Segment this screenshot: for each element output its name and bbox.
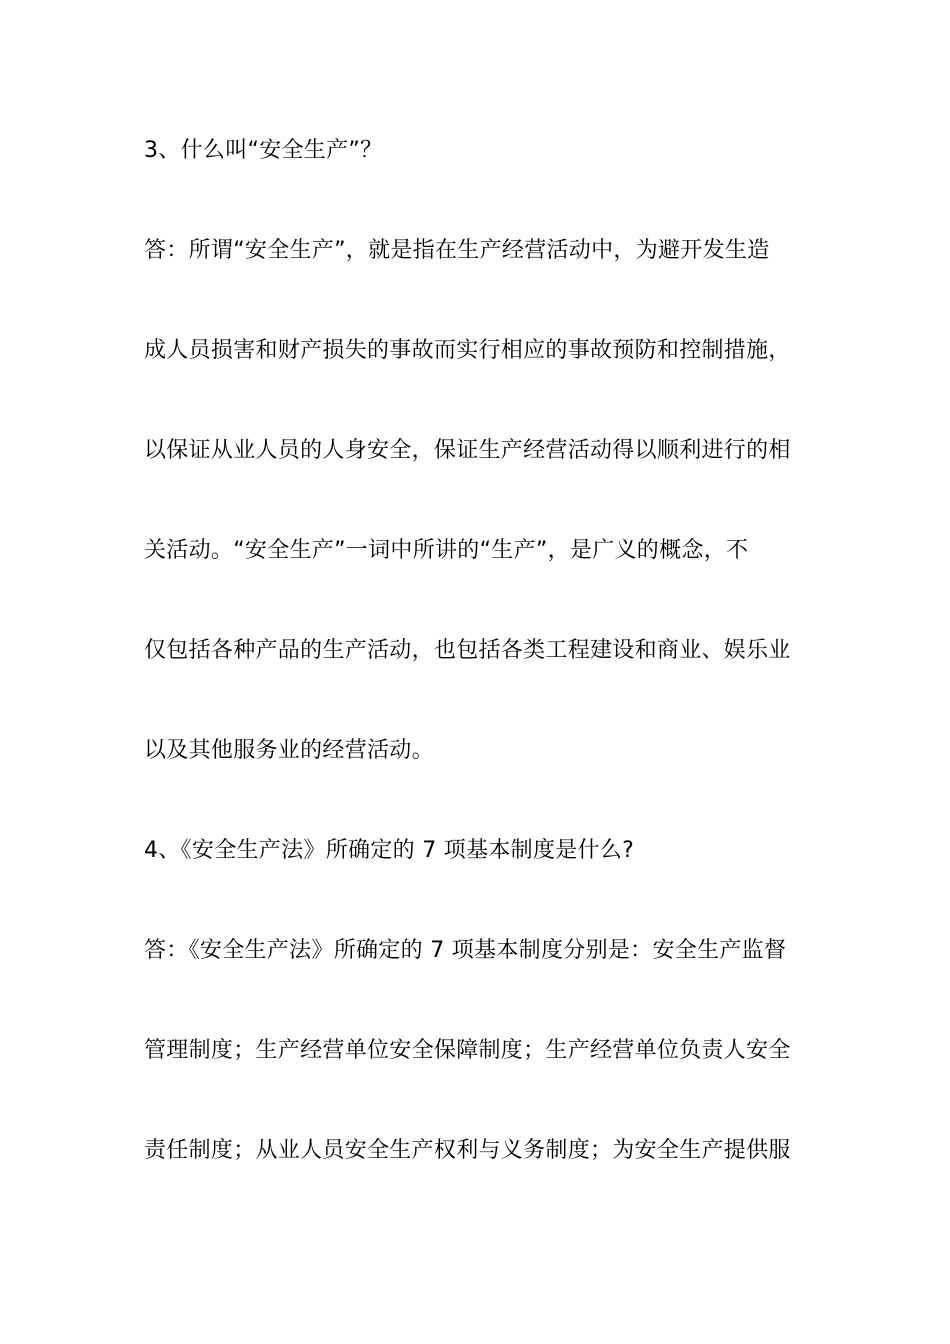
answer-3-line-3: 以保证从业人员的人身安全，保证生产经营活动得以顺利进行的相: [144, 438, 791, 463]
answer-3-line-4: 关活动。“安全生产”一词中所讲的“生产”，是广义的概念，不: [144, 538, 749, 563]
question-3-heading: 3、什么叫“安全生产”？: [144, 138, 383, 163]
answer-3-line-1: 答：所谓“安全生产”，就是指在生产经营活动中，为避开发生造: [144, 238, 770, 263]
answer-4-line-3: 责任制度；从业人员安全生产权利与义务制度；为安全生产提供服: [144, 1138, 791, 1163]
answer-4-line-1: 答：《安全生产法》所确定的 7 项基本制度分别是：安全生产监督: [144, 938, 787, 963]
question-4-heading: 4、《安全生产法》所确定的 7 项基本制度是什么?: [144, 838, 635, 863]
answer-3-line-5: 仅包括各种产品的生产活动，也包括各类工程建设和商业、娱乐业: [144, 638, 791, 663]
answer-3-line-6: 以及其他服务业的经营活动。: [144, 738, 434, 763]
answer-4-line-2: 管理制度；生产经营单位安全保障制度；生产经营单位负责人安全: [144, 1038, 791, 1063]
answer-3-line-2: 成人员损害和财产损失的事故而实行相应的事故预防和控制措施，: [144, 338, 791, 363]
